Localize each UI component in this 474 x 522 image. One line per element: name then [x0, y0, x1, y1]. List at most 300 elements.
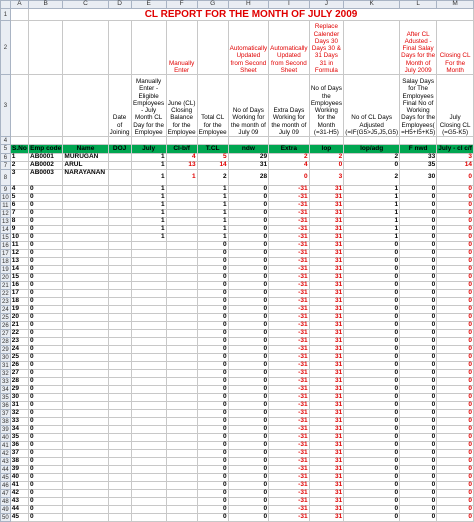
- cell-F40[interactable]: [166, 434, 197, 442]
- column-header-F[interactable]: F: [166, 1, 197, 9]
- cell[interactable]: [29, 137, 63, 145]
- header-cell-I[interactable]: Extra: [269, 145, 309, 154]
- row-header-28[interactable]: 28: [2, 338, 9, 345]
- cell-A18[interactable]: 13: [10, 258, 28, 266]
- row-header-46[interactable]: 46: [2, 482, 9, 489]
- cell-G8[interactable]: 2: [197, 170, 228, 186]
- cell-D26[interactable]: [108, 322, 131, 330]
- cell-C15[interactable]: [63, 234, 108, 242]
- cell-B7[interactable]: AB0002: [29, 162, 63, 170]
- cell-F22[interactable]: [166, 290, 197, 298]
- cell-M15[interactable]: 0: [437, 234, 474, 242]
- cell-G39[interactable]: 0: [197, 426, 228, 434]
- cell-M44[interactable]: 0: [437, 466, 474, 474]
- cell-G49[interactable]: 0: [197, 506, 228, 514]
- cell-D12[interactable]: [108, 210, 131, 218]
- cell-F34[interactable]: [166, 386, 197, 394]
- row-header-36[interactable]: 36: [2, 402, 9, 409]
- cell-G24[interactable]: 0: [197, 306, 228, 314]
- cell-G17[interactable]: 0: [197, 250, 228, 258]
- cell-M45[interactable]: 0: [437, 474, 474, 482]
- row-header-49[interactable]: 49: [2, 506, 9, 513]
- cell-C6[interactable]: MURUGAN: [63, 154, 108, 162]
- cell-K11[interactable]: 1: [344, 202, 400, 210]
- cell-L29[interactable]: 0: [400, 346, 437, 354]
- cell-H39[interactable]: 0: [228, 426, 268, 434]
- cell-F8[interactable]: 1: [166, 170, 197, 186]
- row-header-25[interactable]: 25: [2, 314, 9, 321]
- cell-H34[interactable]: 0: [228, 386, 268, 394]
- cell-J41[interactable]: 31: [309, 442, 344, 450]
- cell-J30[interactable]: 31: [309, 354, 344, 362]
- cell-F21[interactable]: [166, 282, 197, 290]
- cell-A28[interactable]: 23: [10, 338, 28, 346]
- cell-F28[interactable]: [166, 338, 197, 346]
- cell-M17[interactable]: 0: [437, 250, 474, 258]
- cell-C33[interactable]: [63, 378, 108, 386]
- cell-L33[interactable]: 0: [400, 378, 437, 386]
- cell-I17[interactable]: -31: [269, 250, 309, 258]
- cell-L22[interactable]: 0: [400, 290, 437, 298]
- cell-K33[interactable]: 0: [344, 378, 400, 386]
- cell-I49[interactable]: -31: [269, 506, 309, 514]
- note-cell-C[interactable]: [63, 21, 108, 75]
- cell-B50[interactable]: 0: [29, 514, 63, 522]
- cell-A22[interactable]: 17: [10, 290, 28, 298]
- cell[interactable]: [10, 9, 28, 21]
- cell-H31[interactable]: 0: [228, 362, 268, 370]
- cell-I28[interactable]: -31: [269, 338, 309, 346]
- cell-E7[interactable]: 1: [131, 162, 166, 170]
- cell-F24[interactable]: [166, 306, 197, 314]
- cell-J34[interactable]: 31: [309, 386, 344, 394]
- cell-G14[interactable]: 1: [197, 226, 228, 234]
- cell-H46[interactable]: 0: [228, 482, 268, 490]
- cell-B23[interactable]: 0: [29, 298, 63, 306]
- column-header-L[interactable]: L: [400, 1, 437, 9]
- column-header-B[interactable]: B: [29, 1, 63, 9]
- column-header-H[interactable]: H: [228, 1, 268, 9]
- cell-K50[interactable]: 0: [344, 514, 400, 522]
- cell-I26[interactable]: -31: [269, 322, 309, 330]
- cell-A14[interactable]: 9: [10, 226, 28, 234]
- cell-C32[interactable]: [63, 370, 108, 378]
- cell-C24[interactable]: [63, 306, 108, 314]
- cell-M22[interactable]: 0: [437, 290, 474, 298]
- cell-K42[interactable]: 0: [344, 450, 400, 458]
- cell-M16[interactable]: 0: [437, 242, 474, 250]
- cell-D39[interactable]: [108, 426, 131, 434]
- cell-J17[interactable]: 31: [309, 250, 344, 258]
- cell-L11[interactable]: 0: [400, 202, 437, 210]
- row-header-26[interactable]: 26: [2, 322, 9, 329]
- cell-D28[interactable]: [108, 338, 131, 346]
- cell-A35[interactable]: 30: [10, 394, 28, 402]
- cell-I31[interactable]: -31: [269, 362, 309, 370]
- column-header-C[interactable]: C: [63, 1, 108, 9]
- cell-D30[interactable]: [108, 354, 131, 362]
- cell-D13[interactable]: [108, 218, 131, 226]
- cell-F13[interactable]: [166, 218, 197, 226]
- cell-A34[interactable]: 29: [10, 386, 28, 394]
- row-header-29[interactable]: 29: [2, 346, 9, 353]
- cell-I21[interactable]: -31: [269, 282, 309, 290]
- cell[interactable]: [269, 137, 309, 145]
- cell-L10[interactable]: 0: [400, 194, 437, 202]
- note-cell-F[interactable]: Manually Enter: [166, 21, 197, 75]
- description-cell-C[interactable]: [63, 75, 108, 137]
- cell-E43[interactable]: [131, 458, 166, 466]
- cell-J33[interactable]: 31: [309, 378, 344, 386]
- cell-J29[interactable]: 31: [309, 346, 344, 354]
- cell-G48[interactable]: 0: [197, 498, 228, 506]
- cell-J11[interactable]: 31: [309, 202, 344, 210]
- row-header-8[interactable]: 8: [1, 170, 11, 186]
- cell-H8[interactable]: 28: [228, 170, 268, 186]
- cell-B36[interactable]: 0: [29, 402, 63, 410]
- cell-G35[interactable]: 0: [197, 394, 228, 402]
- cell-G29[interactable]: 0: [197, 346, 228, 354]
- cell-M9[interactable]: 0: [437, 186, 474, 194]
- cell-L18[interactable]: 0: [400, 258, 437, 266]
- cell-F11[interactable]: [166, 202, 197, 210]
- description-cell-D[interactable]: Date of Joining: [108, 75, 131, 137]
- header-cell-J[interactable]: lop: [309, 145, 344, 154]
- cell-H20[interactable]: 0: [228, 274, 268, 282]
- cell-F9[interactable]: [166, 186, 197, 194]
- cell-C50[interactable]: [63, 514, 108, 522]
- cell-M37[interactable]: 0: [437, 410, 474, 418]
- description-cell-J[interactable]: No of Days the Employees Working for the Month (=31-H5): [309, 75, 344, 137]
- cell-I39[interactable]: -31: [269, 426, 309, 434]
- cell-E38[interactable]: [131, 418, 166, 426]
- cell-J16[interactable]: 31: [309, 242, 344, 250]
- cell-K36[interactable]: 0: [344, 402, 400, 410]
- cell-A19[interactable]: 14: [10, 266, 28, 274]
- cell-H37[interactable]: 0: [228, 410, 268, 418]
- cell-K9[interactable]: 1: [344, 186, 400, 194]
- cell-I38[interactable]: -31: [269, 418, 309, 426]
- cell-E19[interactable]: [131, 266, 166, 274]
- cell-E50[interactable]: [131, 514, 166, 522]
- cell-K25[interactable]: 0: [344, 314, 400, 322]
- cell-A13[interactable]: 8: [10, 218, 28, 226]
- row-header-4[interactable]: 4: [1, 137, 11, 145]
- cell-D38[interactable]: [108, 418, 131, 426]
- cell-L23[interactable]: 0: [400, 298, 437, 306]
- cell-G38[interactable]: 0: [197, 418, 228, 426]
- cell-M29[interactable]: 0: [437, 346, 474, 354]
- cell-G9[interactable]: 1: [197, 186, 228, 194]
- cell-J35[interactable]: 31: [309, 394, 344, 402]
- cell-L41[interactable]: 0: [400, 442, 437, 450]
- cell-A48[interactable]: 43: [10, 498, 28, 506]
- cell-E33[interactable]: [131, 378, 166, 386]
- cell-D35[interactable]: [108, 394, 131, 402]
- note-cell-M[interactable]: Closing CL For the Month: [437, 21, 474, 75]
- cell-E42[interactable]: [131, 450, 166, 458]
- cell-D8[interactable]: [108, 170, 131, 186]
- cell-B30[interactable]: 0: [29, 354, 63, 362]
- cell-H28[interactable]: 0: [228, 338, 268, 346]
- cell-G41[interactable]: 0: [197, 442, 228, 450]
- cell-G20[interactable]: 0: [197, 274, 228, 282]
- cell-M14[interactable]: 0: [437, 226, 474, 234]
- cell-G25[interactable]: 0: [197, 314, 228, 322]
- cell-I30[interactable]: -31: [269, 354, 309, 362]
- cell-M20[interactable]: 0: [437, 274, 474, 282]
- cell-E20[interactable]: [131, 274, 166, 282]
- header-cell-F[interactable]: Cl-b/f: [166, 145, 197, 154]
- cell-H30[interactable]: 0: [228, 354, 268, 362]
- cell-J47[interactable]: 31: [309, 490, 344, 498]
- cell-B39[interactable]: 0: [29, 426, 63, 434]
- cell-C13[interactable]: [63, 218, 108, 226]
- cell-F16[interactable]: [166, 242, 197, 250]
- cell-H21[interactable]: 0: [228, 282, 268, 290]
- cell-D33[interactable]: [108, 378, 131, 386]
- cell-C8[interactable]: NARAYANAN: [63, 170, 108, 186]
- cell-I24[interactable]: -31: [269, 306, 309, 314]
- cell-L40[interactable]: 0: [400, 434, 437, 442]
- cell-D29[interactable]: [108, 346, 131, 354]
- cell-A44[interactable]: 39: [10, 466, 28, 474]
- cell-C22[interactable]: [63, 290, 108, 298]
- cell-C37[interactable]: [63, 410, 108, 418]
- cell-C11[interactable]: [63, 202, 108, 210]
- cell[interactable]: [400, 137, 437, 145]
- cell-B28[interactable]: 0: [29, 338, 63, 346]
- row-header-30[interactable]: 30: [2, 354, 9, 361]
- cell-A30[interactable]: 25: [10, 354, 28, 362]
- cell-E48[interactable]: [131, 498, 166, 506]
- cell-G33[interactable]: 0: [197, 378, 228, 386]
- row-header-6[interactable]: 6: [1, 154, 11, 162]
- cell-B11[interactable]: 0: [29, 202, 63, 210]
- cell-H32[interactable]: 0: [228, 370, 268, 378]
- cell-A9[interactable]: 4: [10, 186, 28, 194]
- cell-G15[interactable]: 1: [197, 234, 228, 242]
- row-header-37[interactable]: 37: [2, 410, 9, 417]
- cell-K47[interactable]: 0: [344, 490, 400, 498]
- description-cell-I[interactable]: Extra Days Working for the month of July 09: [269, 75, 309, 137]
- cell-B22[interactable]: 0: [29, 290, 63, 298]
- cell-L46[interactable]: 0: [400, 482, 437, 490]
- cell-K17[interactable]: 0: [344, 250, 400, 258]
- cell-I34[interactable]: -31: [269, 386, 309, 394]
- cell-H35[interactable]: 0: [228, 394, 268, 402]
- cell-E24[interactable]: [131, 306, 166, 314]
- cell-K20[interactable]: 0: [344, 274, 400, 282]
- cell-L24[interactable]: 0: [400, 306, 437, 314]
- cell-E21[interactable]: [131, 282, 166, 290]
- cell-B21[interactable]: 0: [29, 282, 63, 290]
- note-cell-L[interactable]: After CL Adusted - Final Salay Days for the Month of July 2009: [400, 21, 437, 75]
- cell-C12[interactable]: [63, 210, 108, 218]
- cell-D34[interactable]: [108, 386, 131, 394]
- cell-F14[interactable]: [166, 226, 197, 234]
- row-header-41[interactable]: 41: [2, 442, 9, 449]
- cell-B49[interactable]: 0: [29, 506, 63, 514]
- cell-L27[interactable]: 0: [400, 330, 437, 338]
- row-header-21[interactable]: 21: [2, 282, 9, 289]
- cell-G11[interactable]: 1: [197, 202, 228, 210]
- cell-A32[interactable]: 27: [10, 370, 28, 378]
- cell-K6[interactable]: 2: [344, 154, 400, 162]
- cell-K22[interactable]: 0: [344, 290, 400, 298]
- cell-H16[interactable]: 0: [228, 242, 268, 250]
- cell-E41[interactable]: [131, 442, 166, 450]
- cell-B18[interactable]: 0: [29, 258, 63, 266]
- cell-H24[interactable]: 0: [228, 306, 268, 314]
- row-header-11[interactable]: 11: [2, 202, 9, 209]
- cell-A43[interactable]: 38: [10, 458, 28, 466]
- cell-F20[interactable]: [166, 274, 197, 282]
- cell-M47[interactable]: 0: [437, 490, 474, 498]
- cell-A33[interactable]: 28: [10, 378, 28, 386]
- cell-B16[interactable]: 0: [29, 242, 63, 250]
- cell-C28[interactable]: [63, 338, 108, 346]
- cell-I16[interactable]: -31: [269, 242, 309, 250]
- cell-L19[interactable]: 0: [400, 266, 437, 274]
- cell-D10[interactable]: [108, 194, 131, 202]
- row-header-5[interactable]: 5: [1, 145, 11, 154]
- cell-I44[interactable]: -31: [269, 466, 309, 474]
- cell-K18[interactable]: 0: [344, 258, 400, 266]
- cell-A31[interactable]: 26: [10, 362, 28, 370]
- row-header-18[interactable]: 18: [2, 258, 9, 265]
- row-header-40[interactable]: 40: [2, 434, 9, 441]
- cell-D41[interactable]: [108, 442, 131, 450]
- cell-A16[interactable]: 11: [10, 242, 28, 250]
- cell-E32[interactable]: [131, 370, 166, 378]
- cell-B43[interactable]: 0: [29, 458, 63, 466]
- cell-D21[interactable]: [108, 282, 131, 290]
- cell-L30[interactable]: 0: [400, 354, 437, 362]
- cell-H45[interactable]: 0: [228, 474, 268, 482]
- cell-E49[interactable]: [131, 506, 166, 514]
- cell-K14[interactable]: 1: [344, 226, 400, 234]
- cell-A47[interactable]: 42: [10, 490, 28, 498]
- cell-A29[interactable]: 24: [10, 346, 28, 354]
- cell-M34[interactable]: 0: [437, 386, 474, 394]
- cell-J43[interactable]: 31: [309, 458, 344, 466]
- cell-K8[interactable]: 2: [344, 170, 400, 186]
- cell[interactable]: [63, 137, 108, 145]
- description-cell-H[interactable]: No of Days Working for the month of July 09: [228, 75, 268, 137]
- cell-A42[interactable]: 37: [10, 450, 28, 458]
- cell-E22[interactable]: [131, 290, 166, 298]
- cell[interactable]: [10, 137, 28, 145]
- cell-I36[interactable]: -31: [269, 402, 309, 410]
- cell-F27[interactable]: [166, 330, 197, 338]
- cell-L42[interactable]: 0: [400, 450, 437, 458]
- cell-I15[interactable]: -31: [269, 234, 309, 242]
- cell-F25[interactable]: [166, 314, 197, 322]
- cell-H17[interactable]: 0: [228, 250, 268, 258]
- cell-J10[interactable]: 31: [309, 194, 344, 202]
- cell-I45[interactable]: -31: [269, 474, 309, 482]
- header-cell-C[interactable]: Name: [63, 145, 108, 154]
- cell-H19[interactable]: 0: [228, 266, 268, 274]
- cell-E17[interactable]: [131, 250, 166, 258]
- cell-E11[interactable]: 1: [131, 202, 166, 210]
- column-header-E[interactable]: E: [131, 1, 166, 9]
- cell-B24[interactable]: 0: [29, 306, 63, 314]
- cell-M43[interactable]: 0: [437, 458, 474, 466]
- cell-A37[interactable]: 32: [10, 410, 28, 418]
- cell-L17[interactable]: 0: [400, 250, 437, 258]
- cell-E30[interactable]: [131, 354, 166, 362]
- cell-C44[interactable]: [63, 466, 108, 474]
- row-header-17[interactable]: 17: [2, 250, 9, 257]
- cell-H9[interactable]: 0: [228, 186, 268, 194]
- cell-E47[interactable]: [131, 490, 166, 498]
- cell-G50[interactable]: 0: [197, 514, 228, 522]
- cell-A50[interactable]: 45: [10, 514, 28, 522]
- cell-I7[interactable]: 4: [269, 162, 309, 170]
- cell-G19[interactable]: 0: [197, 266, 228, 274]
- cell-G31[interactable]: 0: [197, 362, 228, 370]
- cell-E6[interactable]: 1: [131, 154, 166, 162]
- cell-D9[interactable]: [108, 186, 131, 194]
- header-cell-G[interactable]: T.CL: [197, 145, 228, 154]
- cell-M26[interactable]: 0: [437, 322, 474, 330]
- cell-B31[interactable]: 0: [29, 362, 63, 370]
- cell-L49[interactable]: 0: [400, 506, 437, 514]
- header-cell-E[interactable]: July: [131, 145, 166, 154]
- column-header-K[interactable]: K: [344, 1, 400, 9]
- cell-B12[interactable]: 0: [29, 210, 63, 218]
- cell-G37[interactable]: 0: [197, 410, 228, 418]
- cell-B32[interactable]: 0: [29, 370, 63, 378]
- cell-H15[interactable]: 0: [228, 234, 268, 242]
- cell-M48[interactable]: 0: [437, 498, 474, 506]
- cell-B13[interactable]: 0: [29, 218, 63, 226]
- cell-M32[interactable]: 0: [437, 370, 474, 378]
- cell-E34[interactable]: [131, 386, 166, 394]
- cell-G43[interactable]: 0: [197, 458, 228, 466]
- cell-A15[interactable]: 10: [10, 234, 28, 242]
- cell-D42[interactable]: [108, 450, 131, 458]
- cell-B20[interactable]: 0: [29, 274, 63, 282]
- cell-I6[interactable]: 2: [269, 154, 309, 162]
- cell-C39[interactable]: [63, 426, 108, 434]
- description-cell-B[interactable]: [29, 75, 63, 137]
- cell-K35[interactable]: 0: [344, 394, 400, 402]
- cell-K13[interactable]: 1: [344, 218, 400, 226]
- description-cell-L[interactable]: Salay Days for The Employees Final No of Working Days for the Employees( =H5+I5+K5): [400, 75, 437, 137]
- cell-I10[interactable]: -31: [269, 194, 309, 202]
- cell-J15[interactable]: 31: [309, 234, 344, 242]
- cell-B40[interactable]: 0: [29, 434, 63, 442]
- cell-M50[interactable]: 0: [437, 514, 474, 522]
- cell-C46[interactable]: [63, 482, 108, 490]
- cell-M38[interactable]: 0: [437, 418, 474, 426]
- cell-J31[interactable]: 31: [309, 362, 344, 370]
- row-header-16[interactable]: 16: [2, 242, 9, 249]
- cell-D7[interactable]: [108, 162, 131, 170]
- cell-J20[interactable]: 31: [309, 274, 344, 282]
- cell-I8[interactable]: 0: [269, 170, 309, 186]
- cell-F19[interactable]: [166, 266, 197, 274]
- cell-M28[interactable]: 0: [437, 338, 474, 346]
- cell-J23[interactable]: 31: [309, 298, 344, 306]
- description-cell-G[interactable]: Total CL for the Employee: [197, 75, 228, 137]
- row-header-47[interactable]: 47: [2, 490, 9, 497]
- cell-J32[interactable]: 31: [309, 370, 344, 378]
- cell-F12[interactable]: [166, 210, 197, 218]
